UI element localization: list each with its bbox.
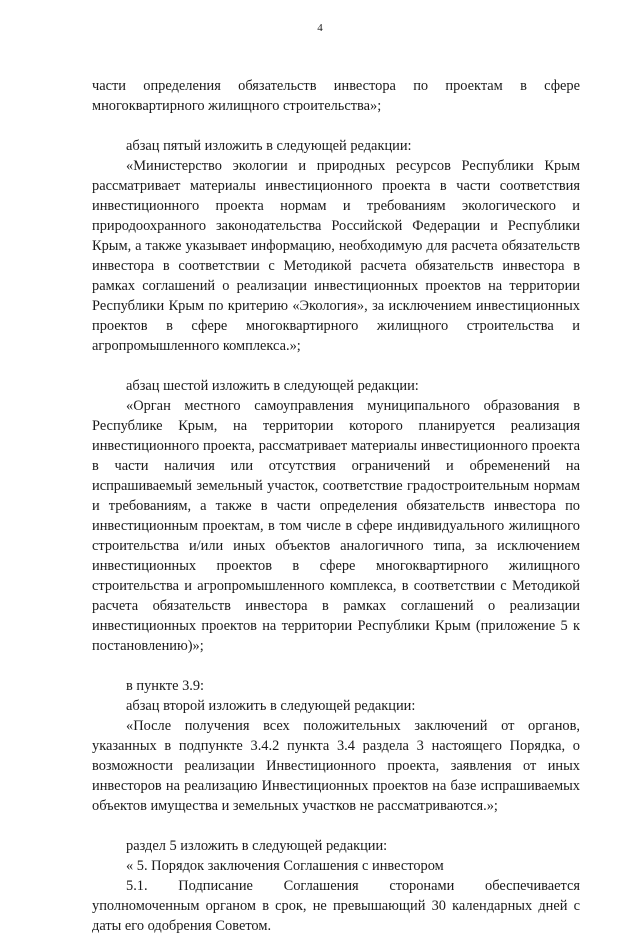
paragraph: «Министерство экологии и природных ресурсов Республики Крым рассматривает материалы инвестиционного проекта в части соответствия инвестиционного проекта нормам и требованиям экологического и природоохранного законодательства Российской Федерации и Республики Крым, а также указывает информацию, необходимую для расчета обязательств инвестора в соответствии с Методикой расчета обязательств инвестора в рамках соглашений о реализации инвестиционных проектов на территории Республики Крым по критерию «Экология», за исключением инвестиционных проектов в сфере многоквартирного жилищного строительства и агропромышленного комплекса.»;: [92, 158, 580, 354]
paragraph: части определения обязательств инвестора по проектам в сфере многоквартирного жилищного строительства»;: [92, 78, 580, 114]
paragraph: « 5. Порядок заключения Соглашения с инвестором: [126, 858, 444, 874]
paragraph: абзац второй изложить в следующей редакции:: [126, 698, 416, 714]
paragraph: в пункте 3.9:: [126, 678, 205, 694]
paragraph-gap: [92, 656, 580, 676]
document-body: [92, 76, 580, 936]
paragraph: абзац шестой изложить в следующей редакции:: [126, 378, 419, 394]
paragraph: «После получения всех положительных заключений от органов, указанных в подпункте 3.4.2 пункта 3.4 раздела 3 настоящего Порядка, о возможности реализации Инвестиционного проекта, заявления от иных инвесторов на реализацию Инвестиционных проектов на базе испрашиваемых объектов имущества и земельных участков не рассматриваются.»;: [92, 718, 580, 814]
paragraph: «Орган местного самоуправления муниципального образования в Республике Крым, на территории которого планируется реализация инвестиционного проекта, рассматривает материалы инвестиционного проекта в части наличия или отсутствия ограничений и обременений на испрашиваемый земельный участок, соответствие градостроительным нормам и требованиям, а также в части определения обязательств инвестора по инвестиционным проектам, в том числе в сфере индивидуального жилищного строительства и/или иных объектов аналогичного типа, за исключением инвестиционных проектов в сфере многоквартирного жилищного строительства и агропромышленного комплекса, в соответствии с Методикой расчета обязательств инвестора в рамках соглашений о реализации инвестиционных проектов на территории Республики Крым (приложение 5 к постановлению)»;: [92, 398, 580, 654]
paragraph: абзац пятый изложить в следующей редакции:: [126, 138, 412, 154]
paragraph-gap: [92, 816, 580, 836]
paragraph: 5.1. Подписание Соглашения сторонами обеспечивается уполномоченным органом в срок, не превышающий 30 календарных дней с даты его одобрения Советом.: [92, 878, 580, 934]
paragraph: раздел 5 изложить в следующей редакции:: [126, 838, 388, 854]
paragraph-gap: [92, 116, 580, 136]
paragraph-gap: [92, 356, 580, 376]
page-number: 4: [317, 22, 323, 34]
